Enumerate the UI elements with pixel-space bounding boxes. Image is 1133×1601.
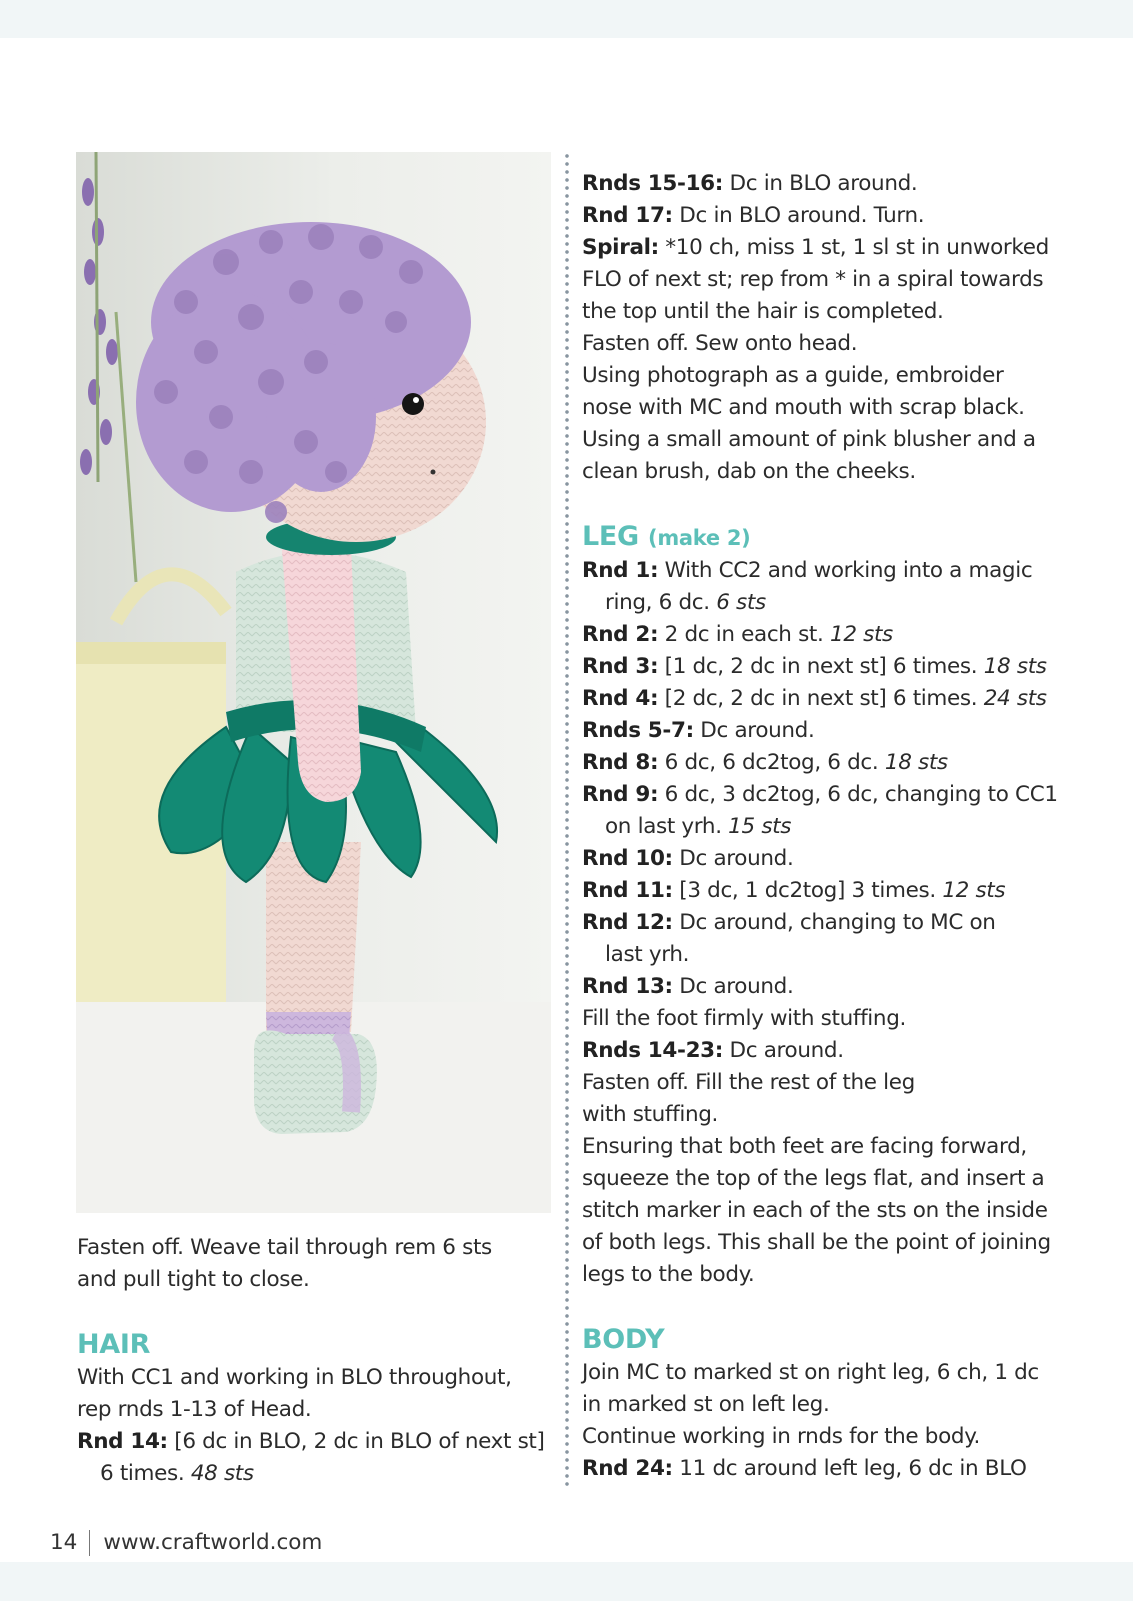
page-number: 14 bbox=[50, 1530, 78, 1555]
round-label: Rnd 1: bbox=[582, 558, 659, 583]
round-continuation bbox=[77, 1458, 547, 1490]
round-instruction bbox=[582, 1035, 1082, 1067]
round-text: [3 dc, 1 dc2tog] 3 times. bbox=[672, 878, 943, 903]
text-line: with stuffing. bbox=[582, 1102, 719, 1127]
body-heading: BODY bbox=[582, 1324, 665, 1355]
round-instruction bbox=[582, 232, 1082, 264]
round-instruction bbox=[582, 1453, 1082, 1485]
round-text: With CC2 and working into a magic bbox=[658, 558, 1033, 583]
leg-subtitle: (make 2) bbox=[648, 526, 751, 550]
round-text: *10 ch, miss 1 st, 1 sl st in unworked bbox=[658, 235, 1049, 260]
round-instruction bbox=[582, 200, 1082, 232]
round-instruction bbox=[582, 843, 1082, 875]
text-line: nose with MC and mouth with scrap black. bbox=[582, 395, 1025, 420]
text-line: With CC1 and working in BLO throughout, bbox=[77, 1365, 512, 1390]
stitch-count: 48 sts bbox=[190, 1461, 254, 1486]
round-instruction bbox=[582, 168, 1082, 200]
round-text: Dc in BLO around. bbox=[723, 171, 918, 196]
text-line: and pull tight to close. bbox=[77, 1267, 310, 1292]
round-continuation bbox=[582, 811, 1082, 843]
doll-photo bbox=[76, 152, 551, 1213]
text-line: Using a small amount of pink blusher and a bbox=[582, 427, 1036, 452]
text-line: stitch marker in each of the sts on the inside bbox=[582, 1198, 1048, 1223]
round-text: [2 dc, 2 dc in next st] 6 times. bbox=[658, 686, 984, 711]
text-line: rep rnds 1-13 of Head. bbox=[77, 1397, 312, 1422]
round-label: Rnd 2: bbox=[582, 622, 659, 647]
round-label: Rnd 12: bbox=[582, 910, 673, 935]
round-instruction bbox=[582, 907, 1082, 939]
round-instruction bbox=[582, 779, 1082, 811]
text-line: legs to the body. bbox=[582, 1262, 755, 1287]
text-line: of both legs. This shall be the point of joining bbox=[582, 1230, 1051, 1255]
round-label: Spiral: bbox=[582, 235, 659, 260]
round-instruction bbox=[582, 555, 1082, 587]
text-line: clean brush, dab on the cheeks. bbox=[582, 459, 916, 484]
round-instruction bbox=[582, 875, 1082, 907]
stitch-count: 18 sts bbox=[983, 654, 1047, 679]
round-label: Rnd 14: bbox=[77, 1429, 168, 1454]
leg-heading bbox=[582, 520, 1082, 555]
text-line: in marked st on left leg. bbox=[582, 1392, 830, 1417]
round-continuation bbox=[582, 587, 1082, 619]
round-instruction bbox=[582, 747, 1082, 779]
round-text: Dc around. bbox=[672, 974, 794, 999]
right-column bbox=[582, 168, 1082, 1485]
text-line: Fasten off. Sew onto head. bbox=[582, 331, 858, 356]
text-line: Continue working in rnds for the body. bbox=[582, 1424, 980, 1449]
stitch-count: 18 sts bbox=[884, 750, 948, 775]
round-label: Rnds 5-7: bbox=[582, 718, 694, 743]
text-line: FLO of next st; rep from * in a spiral towards bbox=[582, 267, 1044, 292]
top-band bbox=[0, 0, 1133, 38]
round-label: Rnd 24: bbox=[582, 1456, 673, 1481]
round-label: Rnd 9: bbox=[582, 782, 659, 807]
round-instruction bbox=[582, 651, 1082, 683]
text-line: Fasten off. Fill the rest of the leg bbox=[582, 1070, 915, 1095]
footer-url: www.craftworld.com bbox=[103, 1530, 323, 1555]
round-text: Dc in BLO around. Turn. bbox=[672, 203, 925, 228]
stitch-count: 15 sts bbox=[728, 814, 792, 839]
text-line: Fill the foot firmly with stuffing. bbox=[582, 1006, 906, 1031]
bottom-band bbox=[0, 1562, 1133, 1601]
round-instruction bbox=[77, 1426, 547, 1458]
text-line: Join MC to marked st on right leg, 6 ch, 1 dc bbox=[582, 1360, 1039, 1385]
round-text: Dc around. bbox=[672, 846, 794, 871]
round-label: Rnd 17: bbox=[582, 203, 673, 228]
round-text: 6 times. bbox=[100, 1461, 191, 1486]
round-label: Rnd 10: bbox=[582, 846, 673, 871]
text-line: Fasten off. Weave tail through rem 6 sts bbox=[77, 1235, 492, 1260]
round-label: Rnd 3: bbox=[582, 654, 659, 679]
round-continuation: last yrh. bbox=[605, 942, 690, 967]
text-line: the top until the hair is completed. bbox=[582, 299, 944, 324]
hair-heading: HAIR bbox=[77, 1329, 151, 1360]
round-text: on last yrh. bbox=[605, 814, 729, 839]
round-text: 6 dc, 6 dc2tog, 6 dc. bbox=[658, 750, 885, 775]
round-text: [6 dc in BLO, 2 dc in BLO of next st] bbox=[167, 1429, 545, 1454]
footer-separator bbox=[89, 1530, 90, 1556]
round-instruction bbox=[582, 715, 1082, 747]
round-text: Dc around. bbox=[723, 1038, 844, 1063]
left-column bbox=[77, 1232, 547, 1490]
round-instruction bbox=[582, 971, 1082, 1003]
stitch-count: 6 sts bbox=[716, 590, 766, 615]
round-label: Rnds 14-23: bbox=[582, 1038, 724, 1063]
round-label: Rnd 4: bbox=[582, 686, 659, 711]
round-text: Dc around. bbox=[693, 718, 815, 743]
round-text: 6 dc, 3 dc2tog, 6 dc, changing to CC1 bbox=[658, 782, 1058, 807]
round-text: 11 dc around left leg, 6 dc in BLO bbox=[672, 1456, 1027, 1481]
stitch-count: 12 sts bbox=[942, 878, 1006, 903]
stitch-count: 24 sts bbox=[983, 686, 1047, 711]
round-text: Dc around, changing to MC on bbox=[672, 910, 996, 935]
round-label: Rnds 15-16: bbox=[582, 171, 724, 196]
leg-title: LEG bbox=[582, 521, 639, 552]
round-text: 2 dc in each st. bbox=[658, 622, 830, 647]
round-text: ring, 6 dc. bbox=[605, 590, 717, 615]
text-line: squeeze the top of the legs flat, and insert a bbox=[582, 1166, 1045, 1191]
round-label: Rnd 8: bbox=[582, 750, 659, 775]
text-line: Ensuring that both feet are facing forward, bbox=[582, 1134, 1027, 1159]
round-label: Rnd 13: bbox=[582, 974, 673, 999]
stitch-count: 12 sts bbox=[829, 622, 893, 647]
column-divider bbox=[564, 152, 570, 1488]
round-instruction bbox=[582, 619, 1082, 651]
round-instruction bbox=[582, 683, 1082, 715]
round-label: Rnd 11: bbox=[582, 878, 673, 903]
round-text: [1 dc, 2 dc in next st] 6 times. bbox=[658, 654, 984, 679]
text-line: Using photograph as a guide, embroider bbox=[582, 363, 1004, 388]
page-footer bbox=[50, 1530, 322, 1556]
